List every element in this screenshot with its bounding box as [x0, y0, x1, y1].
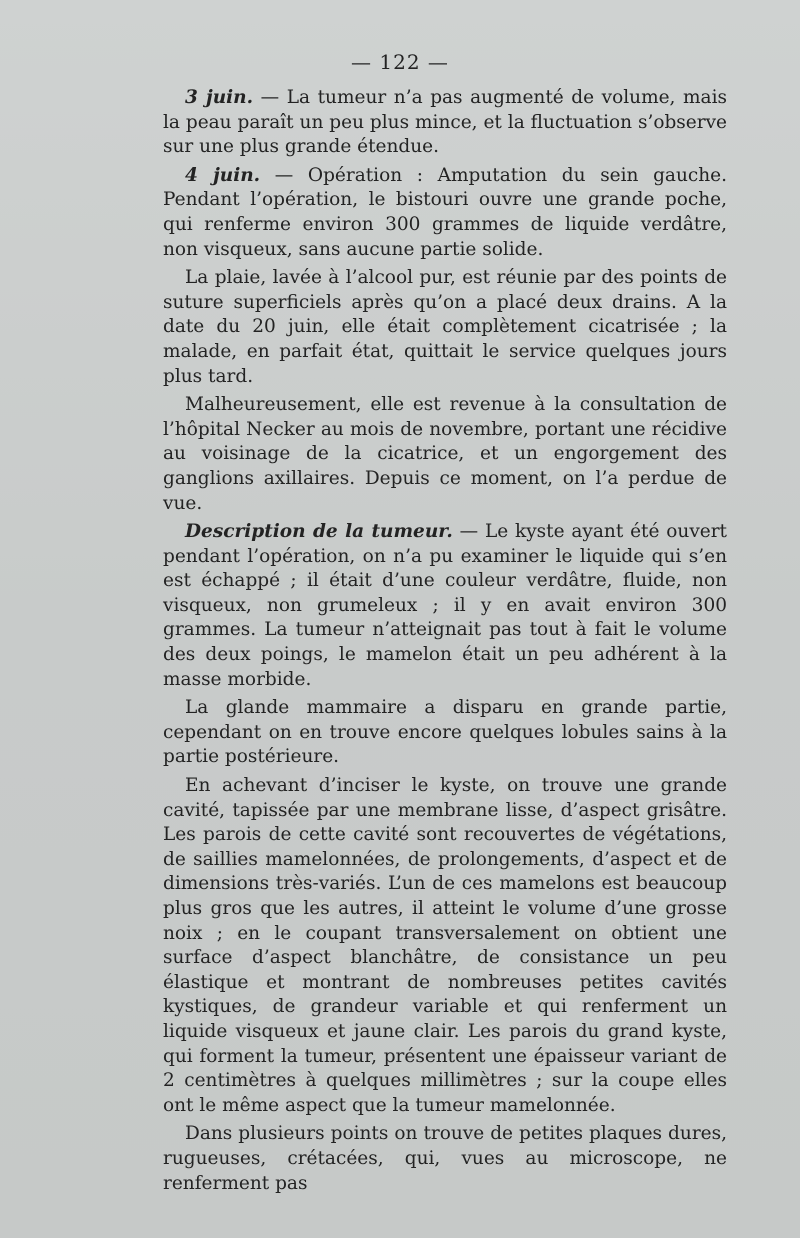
paragraph-3-juin [163, 86, 727, 160]
paragraph-date: 3 juin. [185, 87, 254, 108]
paragraph-text: — Opération : Amputation du sein gauche. Pendant l’opération, le bistouri ouvre une grande poche, qui renferme environ 300 grammes de liquide verdâtre, non visqueux, sans aucune partie solide. [163, 164, 727, 260]
paragraph-glande [163, 696, 727, 770]
paragraph-kyste [163, 774, 727, 1118]
paragraph-4-juin [163, 164, 727, 262]
paragraph-plaques [163, 1122, 727, 1196]
paragraph-heading: Description de la tumeur. [185, 521, 453, 543]
paragraph-text: La plaie, lavée à l’alcool pur, est réunie par des points de suture superficiels après qu’on a placé deux drains. A la date du 20 juin, elle était complètement cicatrisée ; la malade, en parfait état, quittait le service quelques jours plus tard. [163, 267, 727, 387]
paragraph-text: Malheureusement, elle est revenue à la consultation de l’hôpital Necker au mois de novembre, portant une récidive au voisinage de la cicatrice, et un engorgement des ganglions axillaires. Depuis ce moment, on l’a perdue de vue. [163, 394, 727, 514]
paragraph-date: 4 juin. [185, 164, 261, 186]
paragraph-text: — La tumeur n’a pas augmenté de volume, mais la peau paraît un peu plus mince, et la fluctuation s’observe sur une plus grande étendue. [163, 87, 727, 158]
paragraph-malheureusement [163, 393, 727, 516]
paragraph-text: — Le kyste ayant été ouvert pendant l’opération, on n’a pu examiner le liquide qui s’en est échappé ; il était d’une couleur verdâtre, fluide, non visqueux, non grumeleux ; il y en avait environ 300 grammes. La tumeur n’atteignait pas tout à fait le volume des deux poings, le mamelon était un peu adhérent à la masse morbide. [163, 521, 727, 690]
page-number: — 122 — [351, 50, 449, 74]
paragraph-plaie [163, 266, 727, 389]
paragraph-description [163, 520, 727, 692]
paragraph-text: La glande mammaire a disparu en grande partie, cependant on en trouve encore quelques lobules sains à la partie postérieure. [163, 697, 727, 768]
body-text [163, 86, 727, 1200]
paragraph-text: Dans plusieurs points on trouve de petites plaques dures, rugueuses, crétacées, qui, vues au microscope, ne renferment pas [163, 1123, 727, 1194]
paragraph-text: En achevant d’inciser le kyste, on trouve une grande cavité, tapissée par une membrane lisse, d’aspect grisâtre. Les parois de cette cavité sont recouvertes de végétations, de saillies mamelonnées, de prolongements, d’aspect et de dimensions très-variés. L’un de ces mamelons est beaucoup plus gros que les autres, il atteint le volume d’une grosse noix ; en le coupant transversalement on obtient une surface d’aspect blanchâtre, de consistance un peu élastique et montrant de nombreuses petites cavités kystiques, de grandeur variable et qui renferment un liquide visqueux et jaune clair. Les parois du grand kyste, qui forment la tumeur, présentent une épaisseur variant de 2 centimètres à quelques millimètres ; sur la coupe elles ont le même aspect que la tumeur mamelonnée. [163, 775, 727, 1116]
